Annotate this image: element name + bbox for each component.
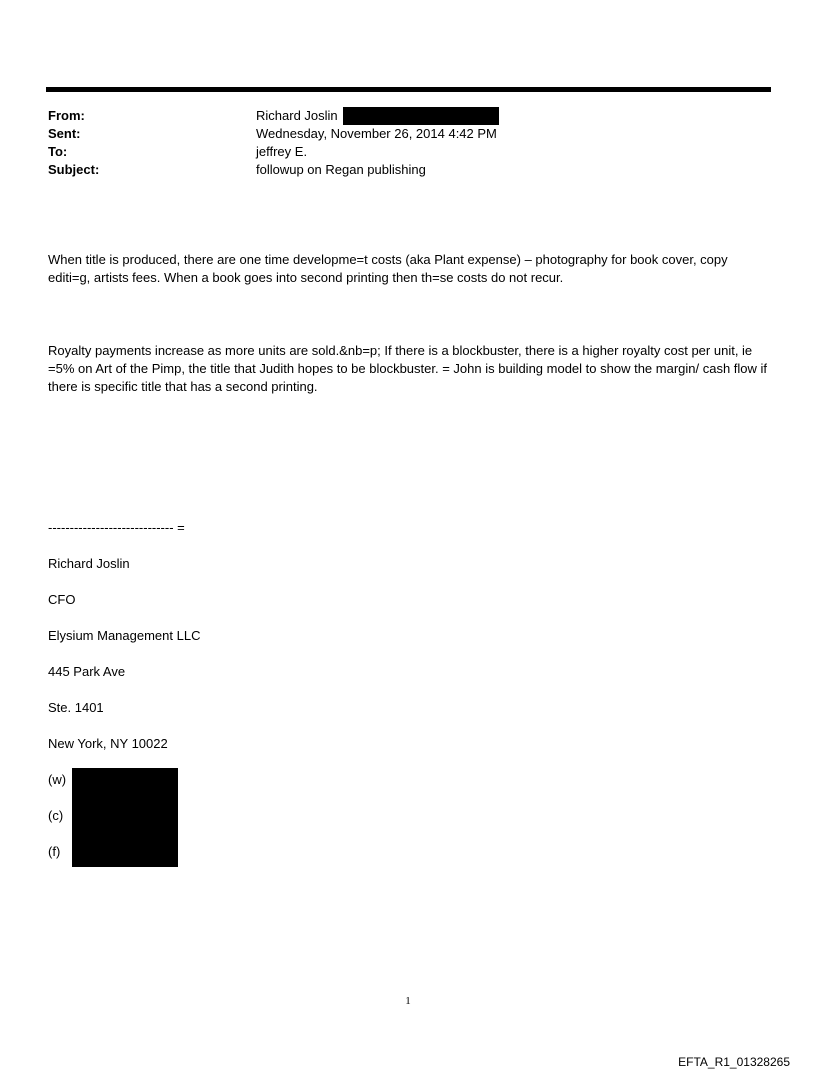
to-value: jeffrey E. — [256, 144, 308, 159]
signature-title: CFO — [48, 592, 76, 607]
signature-name: Richard Joslin — [48, 556, 130, 571]
signature-separator: ----------------------------- = — [48, 520, 185, 535]
redaction-block — [72, 768, 178, 867]
cell-phone-label: (c) — [48, 808, 64, 823]
signature-city: New York, NY 10022 — [48, 736, 168, 751]
from-name: Richard Joslin — [256, 108, 338, 123]
to-label: To: — [48, 144, 68, 159]
redaction-block — [343, 107, 499, 125]
signature-address-2: Ste. 1401 — [48, 700, 104, 715]
work-phone-label: (w) — [48, 772, 67, 787]
subject-value: followup on Regan publishing — [256, 162, 426, 177]
signature-company: Elysium Management LLC — [48, 628, 201, 643]
fax-label: (f) — [48, 844, 61, 859]
from-label: From: — [48, 108, 85, 123]
header-rule — [46, 87, 771, 92]
sent-value: Wednesday, November 26, 2014 4:42 PM — [256, 126, 497, 141]
sent-label: Sent: — [48, 126, 81, 141]
body-paragraph-2: Royalty payments increase as more units are sold.&nb=p; If there is a blockbuster, there is a higher royalty cost per unit, ie =5% on Art of the Pimp, the title that Judith hopes to be blockbuster. = John is building model to show the margin/ cash flow if there is specific title that has a second printing. — [48, 343, 768, 394]
body-paragraph-1: When title is produced, there are one time developme=t costs (aka Plant expense) – photography for book cover, copy editi=g, artists fees. When a book goes into second printing then th=se costs do not recur. — [48, 252, 728, 285]
document-id: EFTA_R1_01328265 — [678, 1055, 790, 1069]
subject-label: Subject: — [48, 162, 100, 177]
page-number: 1 — [405, 995, 411, 1007]
from-value — [256, 107, 499, 125]
signature-address-1: 445 Park Ave — [48, 664, 126, 679]
